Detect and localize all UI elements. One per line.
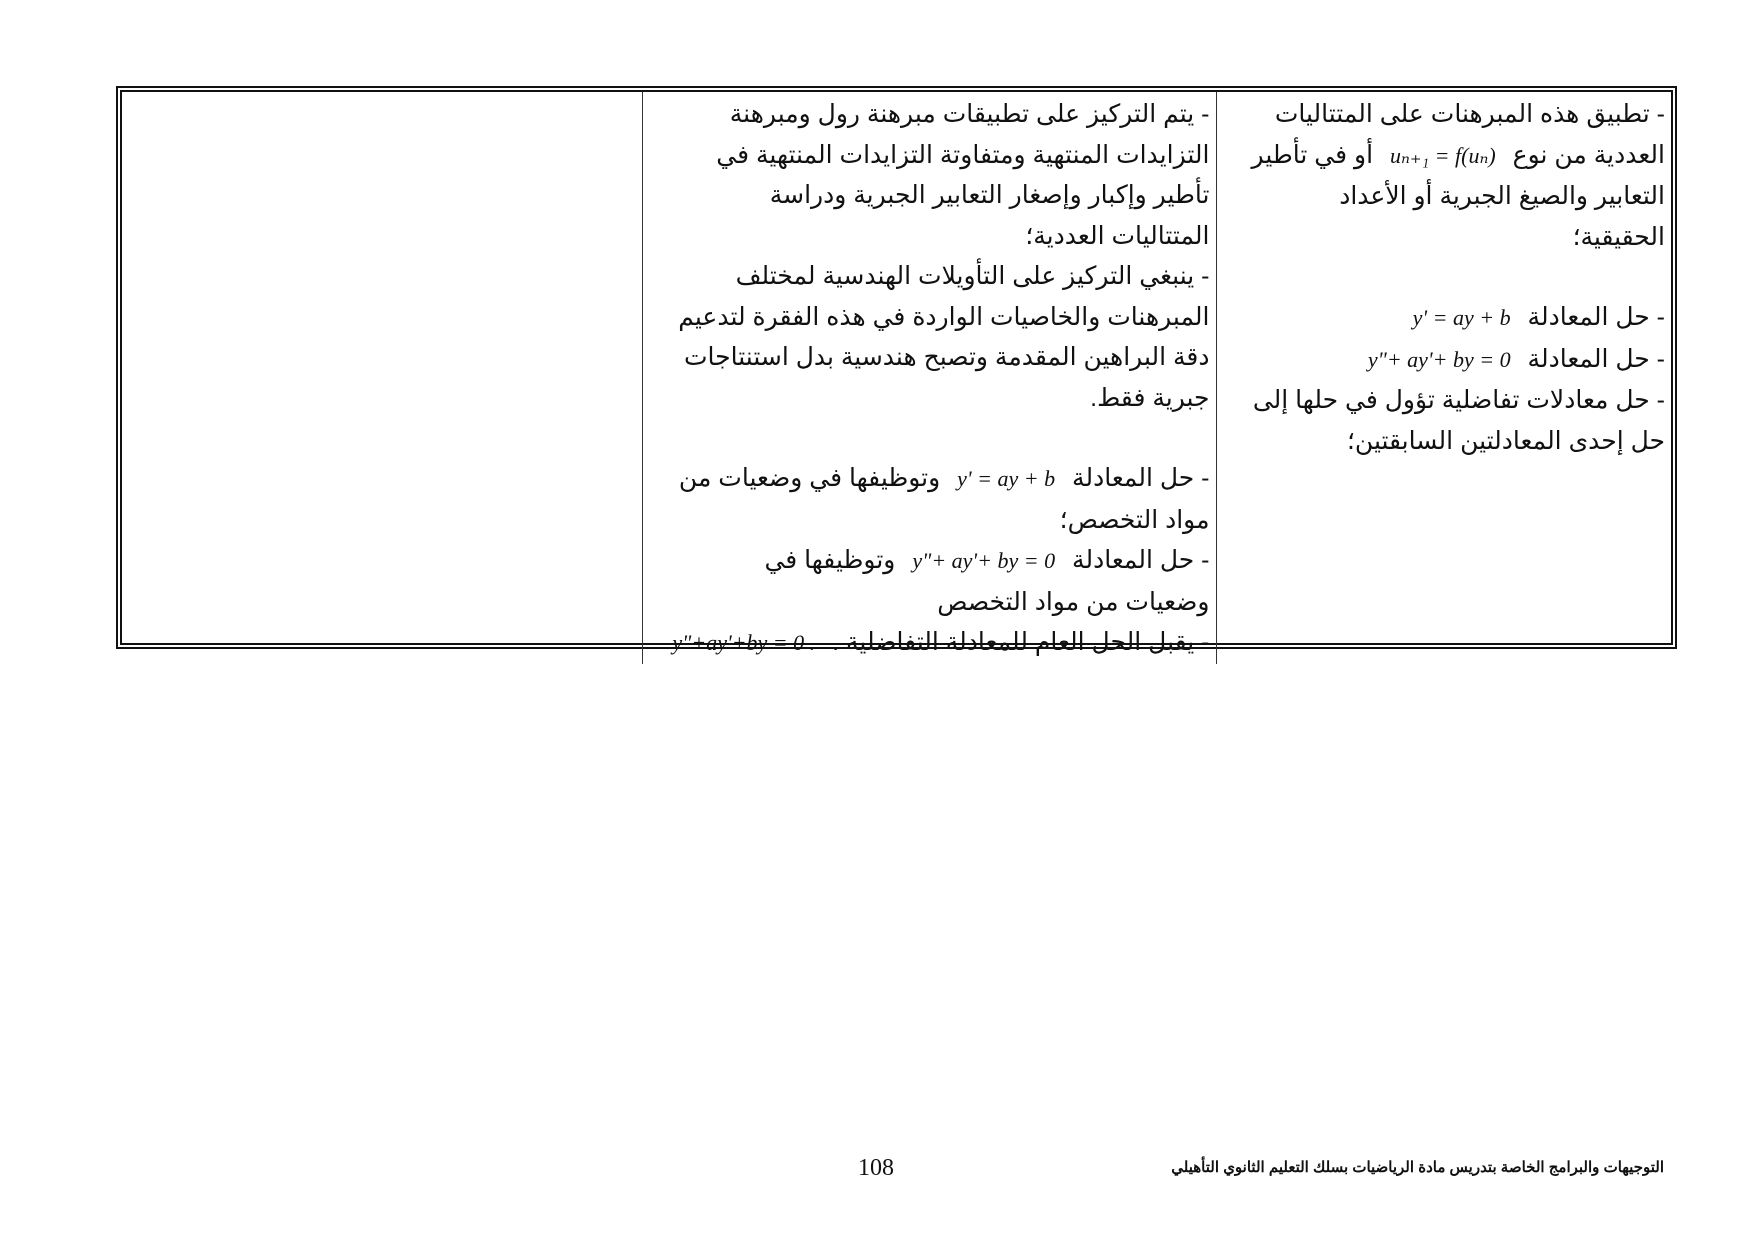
text-line: - ينبغي التركيز على التأويلات الهندسية لمختلف bbox=[735, 262, 1210, 290]
text-line: - يتم التركيز على تطبيقات مبرهنة رول ومبرهنة bbox=[729, 100, 1210, 128]
equation-line: - حل المعادلة y' = ay + b وتوظيفها في وضعيات من bbox=[678, 464, 1210, 492]
text-line: مواد التخصص؛ bbox=[1059, 505, 1210, 534]
column-abilities bbox=[1216, 92, 1671, 664]
document-footer-title: التوجيهات والبرامج الخاصة بتدريس مادة الرياضيات بسلك التعليم الثانوي التأهيلي bbox=[1171, 1159, 1664, 1176]
column-guidelines bbox=[642, 92, 1216, 664]
text-line: التزايدات المنتهية ومتفاوتة التزايدات المنتهية في bbox=[716, 140, 1210, 169]
text-line: دقة البراهين المقدمة وتصبح هندسية بدل استنتاجات bbox=[684, 343, 1210, 371]
sequence-formula: uₙ₊₁ = f(uₙ) bbox=[1390, 142, 1496, 168]
text-line: وضعيات من مواد التخصص bbox=[937, 587, 1210, 616]
text-line: التعابير والصيغ الجبرية أو الأعداد bbox=[1339, 182, 1665, 210]
second-order-equation: y"+ ay'+ by = 0 bbox=[912, 548, 1056, 573]
equation-line: - حل المعادلة y"+ ay'+ by = 0 وتوظيفها في bbox=[764, 546, 1210, 574]
text-line: المبرهنات والخاصيات الواردة في هذه الفقرة لتدعيم bbox=[678, 302, 1210, 331]
general-solution-equation: y"+ay'+by = 0 . bbox=[672, 630, 816, 655]
equation-line: - حل المعادلة y"+ ay'+ by = 0 bbox=[1367, 344, 1665, 373]
curriculum-table bbox=[122, 92, 1671, 664]
first-order-equation: y' = ay + b bbox=[957, 466, 1056, 491]
text-line: تأطير وإكبار وإصغار التعابير الجبرية ودراسة bbox=[769, 181, 1210, 209]
first-order-equation: y' = ay + b bbox=[1412, 305, 1511, 330]
text-line: - حل معادلات تفاضلية تؤول في حلها إلى bbox=[1252, 386, 1665, 414]
text-line: المتتاليات العددية؛ bbox=[1025, 221, 1210, 250]
text-line: العددية من نوع uₙ₊₁ = f(uₙ) أو في تأطير bbox=[1251, 140, 1665, 169]
equation-line: - يقبل الحل العام للمعادلة التفاضلية . y"+ay'+by = 0 . bbox=[672, 628, 1210, 656]
text-line: جبرية فقط. bbox=[1090, 383, 1210, 412]
second-order-equation: y"+ ay'+ by = 0 bbox=[1367, 346, 1511, 372]
text-line: حل إحدى المعادلتين السابقتين؛ bbox=[1346, 426, 1665, 455]
column-empty bbox=[122, 92, 642, 664]
text-line: - تطبيق هذه المبرهنات على المتتاليات bbox=[1274, 100, 1665, 128]
equation-line: - حل المعادلة y' = ay + b bbox=[1412, 303, 1665, 331]
curriculum-table-frame bbox=[116, 86, 1677, 656]
text-line: الحقيقية؛ bbox=[1572, 222, 1665, 251]
page-number: 108 bbox=[858, 1155, 894, 1181]
